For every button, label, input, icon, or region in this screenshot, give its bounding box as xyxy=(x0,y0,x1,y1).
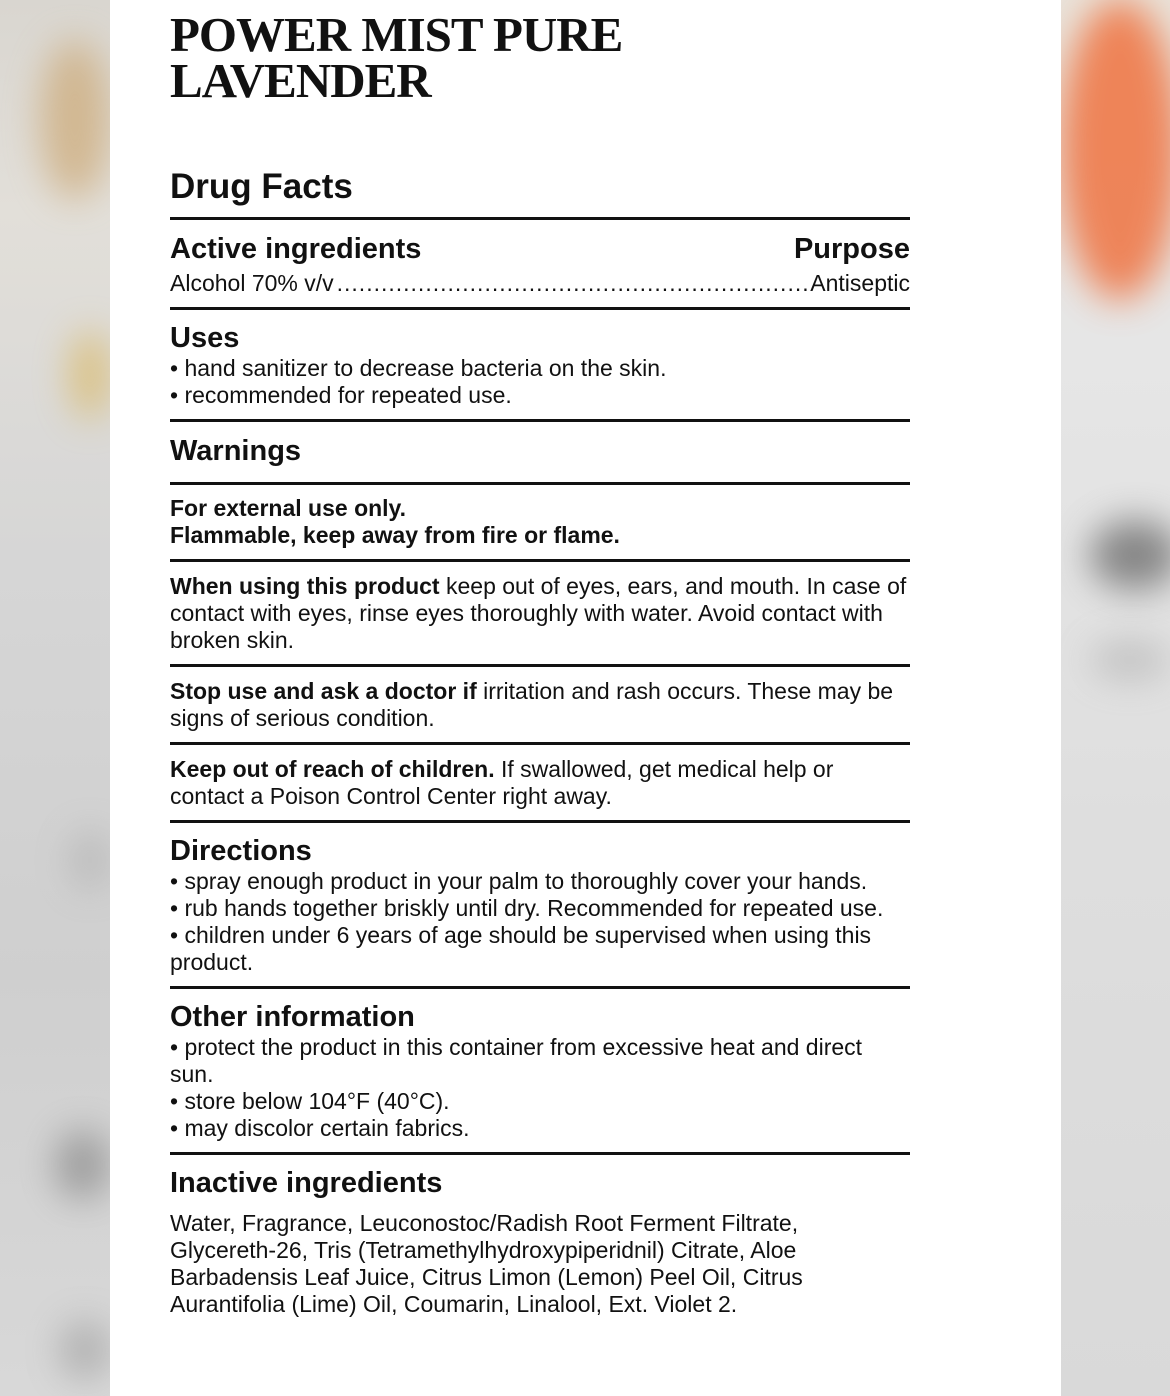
active-ingredients-header xyxy=(170,232,910,266)
keep-out-text xyxy=(170,756,910,810)
warnings-section xyxy=(170,419,910,482)
directions-item: • children under 6 years of age should be supervised when using this product. xyxy=(170,922,910,976)
directions-item: • rub hands together briskly until dry. Recommended for repeated use. xyxy=(170,895,910,922)
background-blur xyxy=(55,1130,110,1200)
when-using-label: When using this product xyxy=(170,573,440,599)
active-ingredients-heading: Active ingredients xyxy=(170,233,422,265)
stop-use-label: Stop use and ask a doctor if xyxy=(170,678,477,704)
purpose-heading: Purpose xyxy=(793,233,910,265)
keep-out-body: If swallowed, get medical help or contact a Poison Control Center right away. xyxy=(170,756,834,809)
active-ingredient-row xyxy=(170,270,910,297)
active-ingredient: Alcohol 70% v/v xyxy=(170,270,334,296)
drug-facts-panel[interactable] xyxy=(110,0,1061,1396)
background-blur xyxy=(1060,0,1170,300)
uses-item: • hand sanitizer to decrease bacteria on the skin. xyxy=(170,355,910,382)
directions-item: • spray enough product in your palm to thoroughly cover your hands. xyxy=(170,868,910,895)
external-use-line: For external use only. xyxy=(170,495,407,521)
drug-facts-heading: Drug Facts xyxy=(170,167,353,206)
keep-out-warning xyxy=(170,742,910,820)
inactive-ingredients-text: Water, Fragrance, Leuconostoc/Radish Root Ferment Filtrate, Glycereth-26, Tris (Tetramethylhydroxypiperidnil) Citrate, Aloe Barbadensis Leaf Juice, Citrus Limon (Lemon) Peel Oil, Citrus Aurantifolia (Lime) Oil, Coumarin, Linalool, Ext. Violet 2. xyxy=(170,1210,803,1317)
when-using-text xyxy=(170,573,910,654)
stop-use-body: irritation and rash occurs. These may be signs of serious condition. xyxy=(170,678,894,731)
other-information-item: • store below 104°F (40°C). xyxy=(170,1088,910,1115)
product-title: POWER MIST PURE LAVENDER xyxy=(170,7,623,108)
background-blur xyxy=(1090,640,1170,680)
keep-out-label: Keep out of reach of children. xyxy=(170,756,495,782)
uses-item: • recommended for repeated use. xyxy=(170,382,910,409)
warnings-heading: Warnings xyxy=(170,435,302,467)
stop-use-text xyxy=(170,678,910,732)
active-ingredients-section xyxy=(170,217,910,307)
when-using-warning xyxy=(170,559,910,664)
inactive-ingredients-heading: Inactive ingredients xyxy=(170,1167,443,1199)
directions-heading: Directions xyxy=(170,835,312,867)
leader-dots xyxy=(337,270,808,297)
other-information-section xyxy=(170,986,910,1152)
active-purpose: Antiseptic xyxy=(810,270,910,296)
background-blur xyxy=(60,1320,110,1380)
other-information-item: • may discolor certain fabrics. xyxy=(170,1115,910,1142)
when-using-body: keep out of eyes, ears, and mouth. In case of contact with eyes, rinse eyes thoroughly with water. Avoid contact with broken skin. xyxy=(170,573,907,653)
other-information-item: • protect the product in this container from excessive heat and direct sun. xyxy=(170,1034,910,1088)
uses-section xyxy=(170,307,910,419)
stop-use-warning xyxy=(170,664,910,742)
background-blur xyxy=(70,830,110,890)
directions-section xyxy=(170,820,910,986)
background-blur xyxy=(70,330,110,420)
drug-facts-content xyxy=(170,0,910,1328)
external-use-warning xyxy=(170,482,910,559)
other-information-heading: Other information xyxy=(170,1001,415,1033)
background-blur xyxy=(1090,520,1170,590)
uses-heading: Uses xyxy=(170,322,240,354)
flammable-line: Flammable, keep away from fire or flame. xyxy=(170,522,620,548)
background-blur xyxy=(40,40,110,200)
inactive-ingredients-section xyxy=(170,1152,910,1328)
